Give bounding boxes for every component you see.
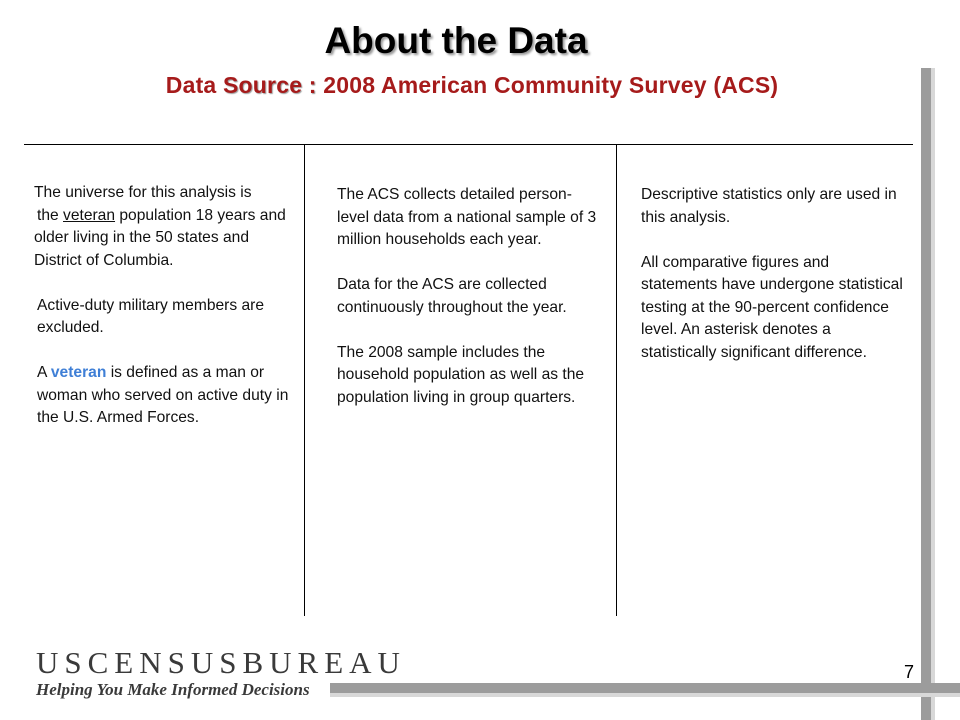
census-bureau-logo [36,646,406,700]
page-subtitle [0,72,944,99]
frame-shadow-horizontal-light [330,693,960,697]
column-acs [337,184,599,432]
acs-paragraph-2: Data for the ACS are collected continuously throughout the year. [337,276,567,316]
stats-paragraph-1: Descriptive statistics only are used in this analysis. [641,186,897,226]
frame-shadow-vertical [921,68,931,720]
frame-shadow-vertical-light [931,68,935,720]
veteran-highlight: veteran [50,364,107,381]
universe-p1-text-b: the [37,206,64,224]
universe-paragraph-1 [34,182,296,272]
universe-paragraph-3 [34,362,296,430]
page-title: About the Data [324,20,588,61]
subtitle-prefix: Data [165,72,224,98]
veteran-underlined: veteran [63,206,116,224]
universe-p1-text-c: population 18 years and older living in the 50 states and District of Columbia. [34,206,286,269]
column-divider-left [304,145,305,616]
column-stats [641,184,903,387]
subtitle-rest: 2008 American Community Survey (ACS) [316,72,779,98]
universe-p3-text-b: is defined as a man or woman who served on active duty in the U.S. Armed Forces. [37,364,289,426]
column-divider-right [616,145,617,616]
acs-paragraph-3: The 2008 sample includes the household population as well as the population living in group quarters. [337,343,585,406]
horizontal-divider [24,144,913,145]
acs-paragraph-1: The ACS collects detailed person-level data from a national sample of 3 million households each year. [337,186,597,248]
logo-name: USCENSUSBUREAU [36,645,406,680]
universe-p1-lead: The universe for this analysis is [34,184,252,201]
column-universe [34,182,296,452]
frame-shadow-horizontal [330,683,960,693]
page-number: 7 [904,662,915,682]
logo-tagline: Helping You Make Informed Decisions [36,680,310,699]
stats-paragraph-2: All comparative figures and statements have undergone statistical testing at the 90-percent confidence level. An asterisk denotes a statistically significant difference. [641,253,903,361]
universe-paragraph-2: Active-duty military members are excluded. [37,296,265,336]
subtitle-keyword: Source : [223,72,317,98]
universe-p3-text-a: A [37,364,51,381]
